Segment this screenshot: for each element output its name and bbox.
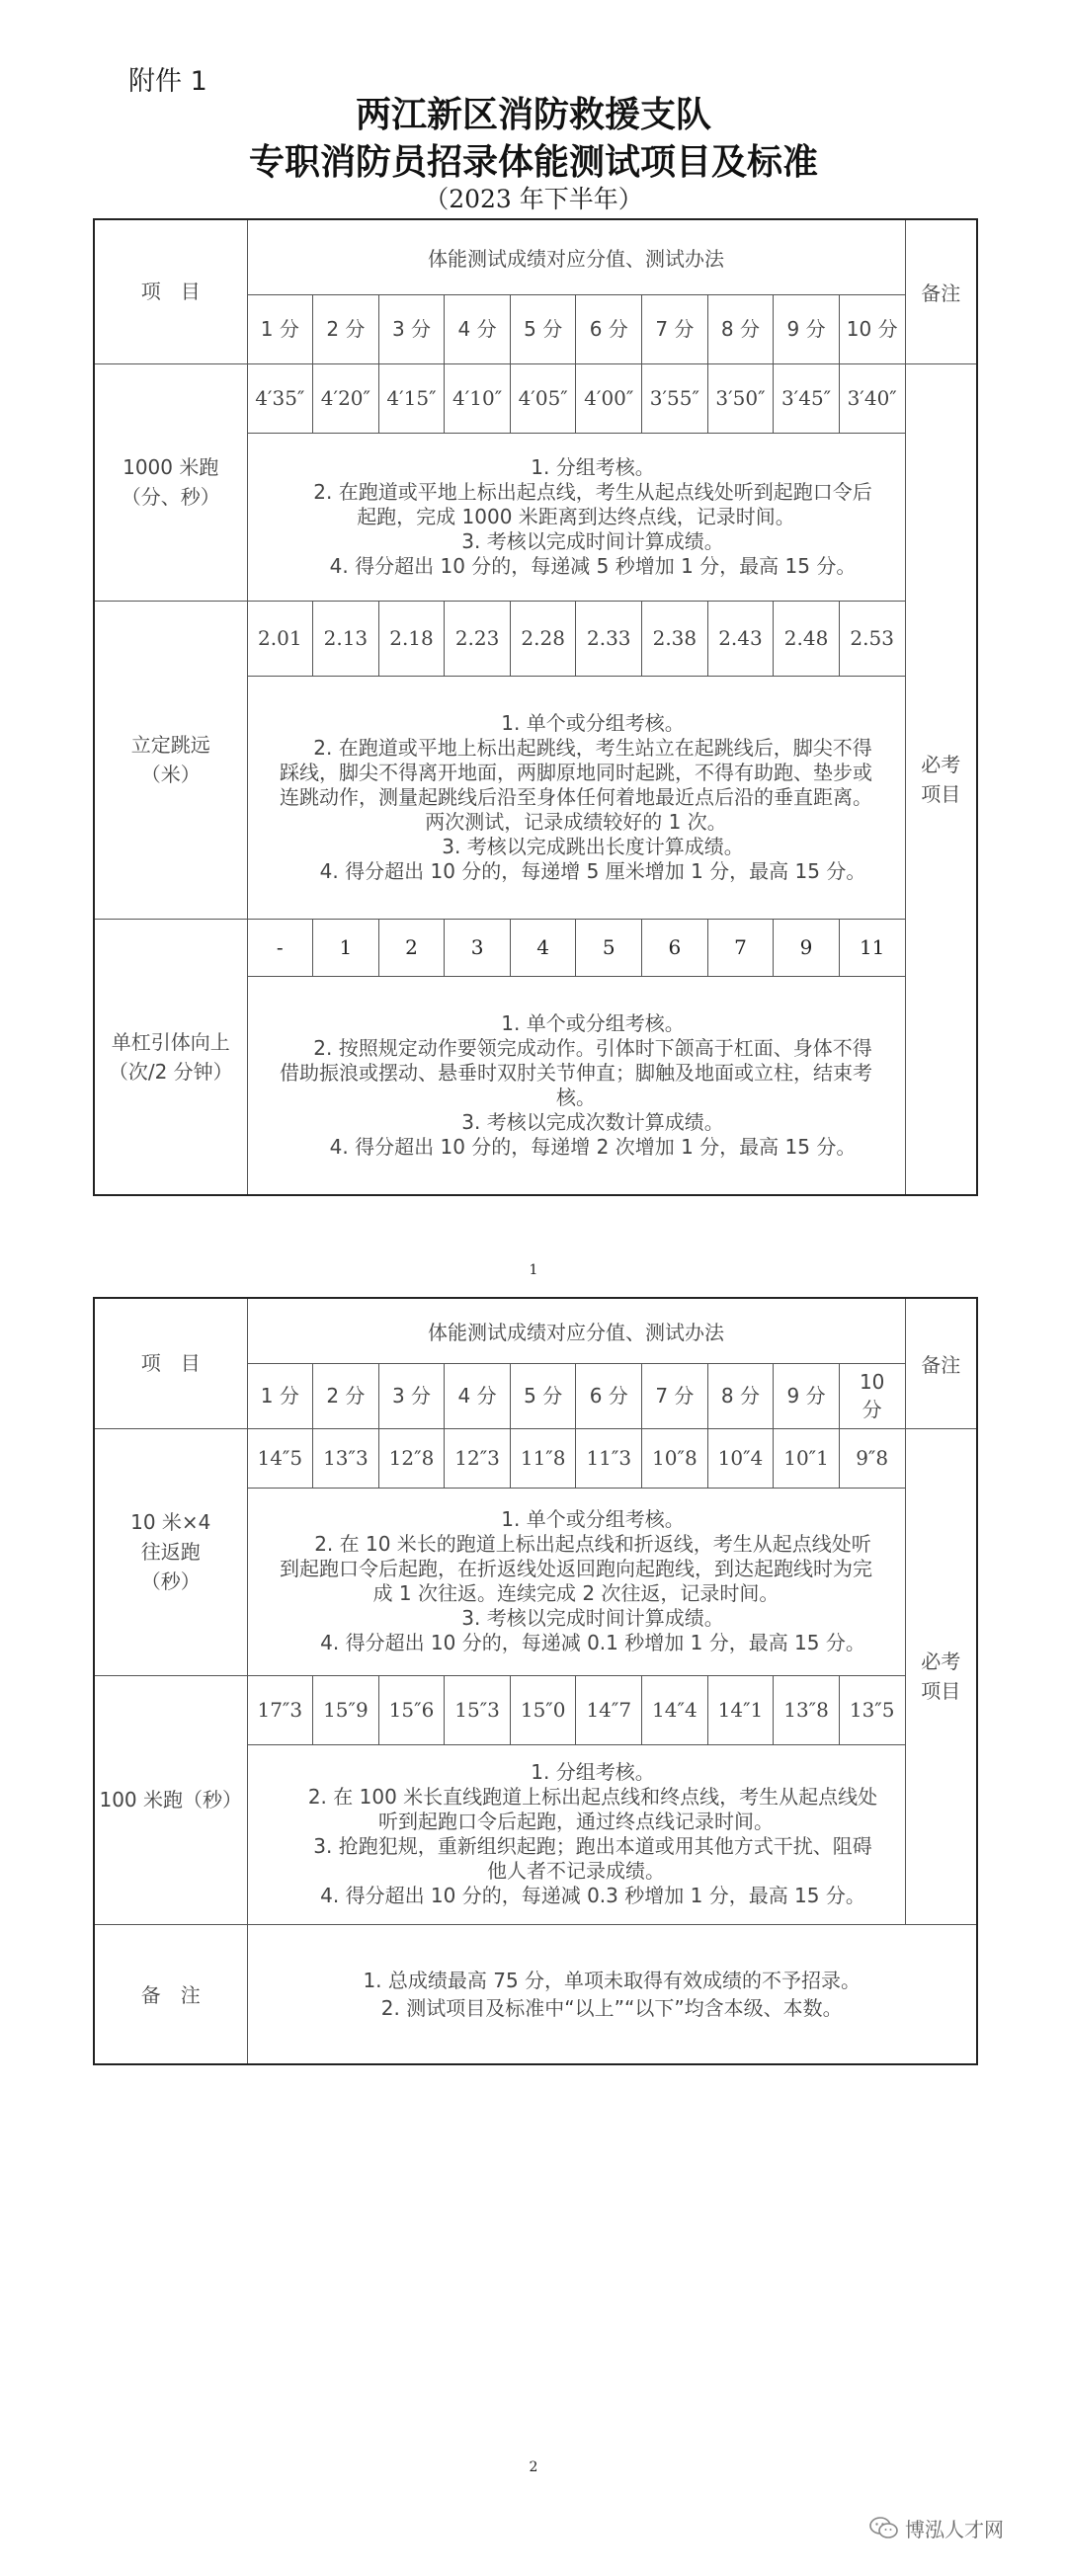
value-cell: 13″8	[774, 1675, 840, 1744]
value-cell: 5	[576, 919, 642, 976]
method-line: 3. 考核以完成时间计算成绩。	[461, 1606, 724, 1630]
value-cell: 2.33	[576, 601, 642, 676]
item-header: 项 目	[94, 1298, 247, 1428]
score-header-cell: 9 分	[774, 294, 840, 363]
method-description	[247, 433, 905, 601]
value-cell: 2.43	[707, 601, 774, 676]
event-name-text: 1000 米跑 （分、秒）	[121, 455, 220, 509]
method-line: 1. 单个或分组考核。	[501, 1507, 685, 1531]
wechat-icon	[869, 2516, 899, 2541]
watermark	[869, 2514, 1004, 2542]
value-cell: 12″3	[445, 1428, 511, 1488]
method-line: 1. 分组考核。	[531, 454, 655, 479]
required-note-text: 必考 项目	[921, 752, 961, 806]
method-line: 3. 考核以完成次数计算成绩。	[461, 1109, 724, 1134]
method-line: 到起跑口令后起跑，在折返线处返回跑向起跑线，到达起跑线时为完	[280, 1557, 872, 1580]
value-cell: 9	[774, 919, 840, 976]
attachment-label: 附件 1	[128, 66, 207, 97]
value-cell: 11″3	[576, 1428, 642, 1488]
method-line: 听到起跑口令后起跑，通过终点线记录时间。	[378, 1810, 774, 1833]
remark-header: 备注	[905, 219, 977, 363]
method-line: 1. 总成绩最高 75 分，单项未取得有效成绩的不予招录。	[363, 1968, 862, 1992]
value-cell: 14″5	[247, 1428, 313, 1488]
required-note	[905, 363, 977, 1195]
value-cell: 3′55″	[642, 363, 708, 433]
item-header: 项 目	[94, 219, 247, 363]
method-description	[247, 676, 905, 919]
score-header-cell: 1 分	[247, 1363, 313, 1428]
method-line: 起跑，完成 1000 米距离到达终点线，记录时间。	[357, 504, 795, 528]
method-line: 3. 考核以完成时间计算成绩。	[461, 528, 724, 553]
value-cell: 2.23	[445, 601, 511, 676]
score-header-cell: 6 分	[576, 294, 642, 363]
page-title-line2: 专职消防员招录体能测试项目及标准	[248, 142, 818, 183]
method-line: 4. 得分超出 10 分的，每递减 0.1 秒增加 1 分，最高 15 分。	[320, 1631, 865, 1654]
score-header-cell: 2 分	[313, 1363, 379, 1428]
value-cell: 10″1	[774, 1428, 840, 1488]
page-number: 1	[529, 1262, 538, 1278]
value-cell: 2	[378, 919, 445, 976]
value-cell: 2.13	[313, 601, 379, 676]
main-header: 体能测试成绩对应分值、测试办法	[247, 219, 905, 294]
event-name-text: 单杠引体向上 （次/2 分钟）	[108, 1029, 233, 1084]
page-subtitle: （2023 年下半年）	[424, 185, 643, 213]
score-header-cell: 3 分	[378, 294, 445, 363]
method-line: 4. 得分超出 10 分的，每递增 2 次增加 1 分，最高 15 分。	[329, 1134, 857, 1159]
remarks-label: 备 注	[94, 1924, 247, 2064]
score-header-cell: 5 分	[510, 1363, 576, 1428]
event-name	[94, 1675, 247, 1924]
value-cell: 4′15″	[378, 363, 445, 433]
value-cell: 2.28	[510, 601, 576, 676]
value-cell: 13″3	[313, 1428, 379, 1488]
value-cell: 17″3	[247, 1675, 313, 1744]
method-line: 4. 得分超出 10 分的，每递减 5 秒增加 1 分，最高 15 分。	[329, 553, 857, 578]
method-line: 1. 分组考核。	[531, 1760, 655, 1784]
score-header-cell: 4 分	[445, 1363, 511, 1428]
value-cell: 6	[642, 919, 708, 976]
remark-header: 备注	[905, 1298, 977, 1428]
method-line: 4. 得分超出 10 分的，每递增 5 厘米增加 1 分，最高 15 分。	[319, 858, 866, 883]
value-cell: 4′20″	[313, 363, 379, 433]
method-line: 连跳动作，测量起跳线后沿至身体任何着地最近点后沿的垂直距离。	[280, 784, 872, 809]
method-line: 两次测试，记录成绩较好的 1 次。	[425, 809, 727, 834]
value-cell: 4′10″	[445, 363, 511, 433]
main-header: 体能测试成绩对应分值、测试办法	[247, 1298, 905, 1363]
method-line: 2. 在 10 米长的跑道上标出起点线和折返线，考生从起点线处听	[314, 1532, 871, 1556]
method-description	[247, 1488, 905, 1675]
method-line: 踩线，脚尖不得离开地面，两脚原地同时起跳，不得有助跑、垫步或	[280, 760, 872, 784]
score-header-cell: 8 分	[707, 294, 774, 363]
page-title-line1: 两江新区消防救援支队	[355, 95, 711, 135]
value-cell: 2.01	[247, 601, 313, 676]
table-row	[94, 363, 977, 433]
value-cell: 4′00″	[576, 363, 642, 433]
method-description	[247, 976, 905, 1195]
value-cell: 14″7	[576, 1675, 642, 1744]
value-cell: 15″6	[378, 1675, 445, 1744]
table-row	[94, 1428, 977, 1488]
method-line: 核。	[556, 1085, 596, 1109]
table-row	[94, 601, 977, 676]
method-line: 2. 测试项目及标准中“以上”“以下”均含本级、本数。	[380, 1995, 843, 2020]
value-cell: 11″8	[510, 1428, 576, 1488]
watermark-text: 博泓人才网	[905, 2518, 1004, 2541]
remarks-body	[247, 1924, 977, 2064]
value-cell: 2.53	[839, 601, 905, 676]
score-header-cell: 5 分	[510, 294, 576, 363]
value-cell: 4	[510, 919, 576, 976]
table-row	[94, 1675, 977, 1744]
value-cell: -	[247, 919, 313, 976]
value-cell: 15″9	[313, 1675, 379, 1744]
value-cell: 2.38	[642, 601, 708, 676]
value-cell: 3′50″	[707, 363, 774, 433]
table-row	[94, 1924, 977, 2064]
method-line: 成 1 次往返。连续完成 2 次往返，记录时间。	[372, 1581, 780, 1605]
method-line: 借助振浪或摆动、悬垂时双肘关节伸直；脚触及地面或立柱，结束考	[280, 1060, 872, 1085]
event-name-text: 10 米×4 往返跑 （秒）	[130, 1510, 211, 1593]
value-cell: 10″4	[707, 1428, 774, 1488]
value-cell: 12″8	[378, 1428, 445, 1488]
score-header-cell: 2 分	[313, 294, 379, 363]
value-cell: 1	[313, 919, 379, 976]
score-header-cell: 6 分	[576, 1363, 642, 1428]
method-line: 1. 单个或分组考核。	[501, 710, 685, 735]
method-line: 2. 按照规定动作要领完成动作。引体时下颌高于杠面、身体不得	[313, 1035, 872, 1060]
score-header-cell: 3 分	[378, 1363, 445, 1428]
value-cell: 3	[445, 919, 511, 976]
page-number: 2	[529, 2459, 538, 2475]
value-cell: 4′35″	[247, 363, 313, 433]
value-cell: 11	[839, 919, 905, 976]
event-name-text: 100 米跑（秒）	[99, 1788, 243, 1811]
standards-table-page1	[93, 218, 978, 1196]
method-line: 3. 抢跑犯规，重新组织起跑；跑出本道或用其他方式干扰、阻碍	[313, 1834, 872, 1858]
score-header-cell: 9 分	[774, 1363, 840, 1428]
method-line: 1. 单个或分组考核。	[501, 1010, 685, 1035]
value-cell: 10″8	[642, 1428, 708, 1488]
score-header-cell: 8 分	[707, 1363, 774, 1428]
required-note	[905, 1428, 977, 1924]
method-line: 3. 考核以完成跳出长度计算成绩。	[442, 834, 744, 858]
value-cell: 3′45″	[774, 363, 840, 433]
event-name-text: 立定跳远 （米）	[130, 733, 210, 786]
score-header-cell: 10 分	[839, 1363, 905, 1428]
value-cell: 2.48	[774, 601, 840, 676]
value-cell: 15″0	[510, 1675, 576, 1744]
event-name	[94, 601, 247, 919]
table-row	[94, 919, 977, 976]
value-cell: 4′05″	[510, 363, 576, 433]
method-line: 他人者不记录成绩。	[487, 1859, 665, 1883]
event-name	[94, 363, 247, 601]
method-line: 2. 在跑道或平地上标出起跳线，考生站立在起跳线后，脚尖不得	[313, 735, 872, 760]
standards-table-page2	[93, 1297, 978, 2065]
method-line: 2. 在 100 米长直线跑道上标出起点线和终点线，考生从起点线处	[307, 1785, 878, 1809]
event-name	[94, 919, 247, 1195]
value-cell: 14″4	[642, 1675, 708, 1744]
required-note-text: 必考 项目	[921, 1650, 961, 1703]
value-cell: 3′40″	[839, 363, 905, 433]
method-line: 4. 得分超出 10 分的，每递减 0.3 秒增加 1 分，最高 15 分。	[320, 1884, 865, 1907]
score-header-cell: 4 分	[445, 294, 511, 363]
score-header-cell: 1 分	[247, 294, 313, 363]
score-header-cell: 7 分	[642, 1363, 708, 1428]
value-cell: 9″8	[839, 1428, 905, 1488]
method-description	[247, 1744, 905, 1924]
value-cell: 15″3	[445, 1675, 511, 1744]
score-header-cell: 7 分	[642, 294, 708, 363]
method-line: 2. 在跑道或平地上标出起点线，考生从起点线处听到起跑口令后	[313, 479, 872, 504]
score-header-cell: 10 分	[839, 294, 905, 363]
value-cell: 13″5	[839, 1675, 905, 1744]
event-name	[94, 1428, 247, 1675]
value-cell: 2.18	[378, 601, 445, 676]
value-cell: 14″1	[707, 1675, 774, 1744]
value-cell: 7	[707, 919, 774, 976]
